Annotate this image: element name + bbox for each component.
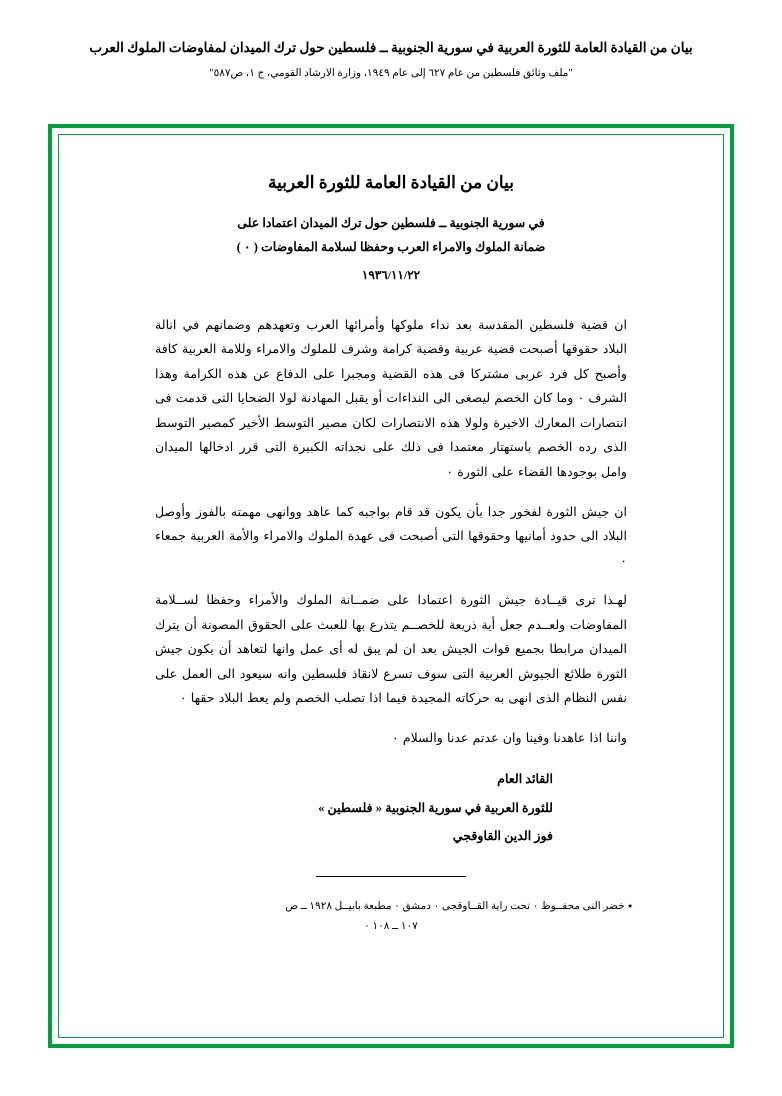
signature-block xyxy=(155,766,627,849)
header-title: بيان من القيادة العامة للثورة العربية في سورية الجنوبية ــ فلسطين حول ترك الميدان لمفاوضات الملوك العرب xyxy=(89,40,693,55)
body-paragraph: ان جيش الثورة لفخور جدا بأن يكون قد قام بواجبه كما عاهد ووانهى مهمته بالفوز وأوصل البلاد الى حدود أمانيها وحقوقها التى أصبحت فى عهدة الملوك والامراء والأمة العربية جمعاء ٠ xyxy=(155,504,627,568)
document-header xyxy=(0,0,782,82)
body-paragraph: واننا اذا عاهدنا وفينا وان عدتم عدنا والسلام ٠ xyxy=(391,730,627,745)
body-paragraph: ان قضية فلسطين المقدسة بعد نداء ملوكها وأمرائها العرب وتعهدهم وضمانهم في انالة البلاد حقوقها أصبحت قضية عربية وقضية كرامة وشرف للملوك والامراء وللامة العربية كافة وأصبح كل فرد عربى مشتركا فى هذه القضية ومجبرا على الدفاع عن هذه الكرامة وهذا الشرف ٠ وما كان الخصم ليصغى الى النداءات أو يقبل المهادنة لولا الضحايا التى قدمت فى انتصارات المعارك الاخيرة ولولا هذه الانتصارات لكان مصير التوسط الأخير كمصير التوسط الذى رده الخصم باستهتار معتمدا فى ذلك على نجداته الكبيرة التى قرر ادخالها الميدان وامل بوجودها القضاء على الثورة ٠ xyxy=(155,317,627,479)
signature-role: القائد العام xyxy=(497,772,553,787)
document-title: بيان من القيادة العامة للثورة العربية xyxy=(268,173,514,192)
document-subtitle-line-2: ضمانة الملوك والامراء العرب وحفظا لسلامة المفاوضات ( ٠ ) xyxy=(236,239,546,254)
body-paragraph: لهـذا ترى قيــادة جيش الثورة اعتمادا على ضمــانة الملوك والأمراء وحفظا لســلامة المفاوضات ولعــدم جعل أية ذريعة للخصــم يتذرع بها للعبث على الحقوق المصونة أن يترك الميدان مرابطا بجميع قوات الجيش بعد ان لم يبق له أى عمل وانها لتعاهد أن يكون جيش الثورة طلائع الجيوش العربية التى سوف تسرع لانقاذ فلسطين وانه سيعود الى العمل على نفس النظام الذى انهى به حركاته المجيدة فيما اذا تصلب الخصم ولم يعط البلاد حقها ٠ xyxy=(155,593,627,706)
footnote xyxy=(103,897,679,937)
green-border-frame xyxy=(48,124,734,1048)
document-body xyxy=(103,313,679,850)
document-content xyxy=(58,134,724,1038)
footnote-line-2: ١٠٧ ــ ١٠٨ ٠ xyxy=(364,920,418,932)
signature-name: فوز الدين القاوقجي xyxy=(452,829,553,844)
signature-organization: للثورة العربية في سورية الجنوبية « فلسطين » xyxy=(318,800,553,815)
document-subtitle-line-1: في سورية الجنوبية ــ فلسطين حول ترك الميدان اعتمادا على xyxy=(237,216,545,231)
document-date: ١٩٣٦/١١/٢٢ xyxy=(361,267,421,282)
footnote-line-1: ٭ خضر النى محفــوظ ٠ تحت راية القــاوقجى ٠ دمشق ٠ مطبعة بابيــل ١٩٢٨ ــ ص xyxy=(285,900,633,912)
footnote-divider xyxy=(316,876,466,877)
header-source-citation: "ملف وثائق فلسطين من عام ٦٢٧ إلى عام ١٩٤٩، وزارة الارشاد القومي، ج ١، ص٥٨٧" xyxy=(209,68,573,80)
